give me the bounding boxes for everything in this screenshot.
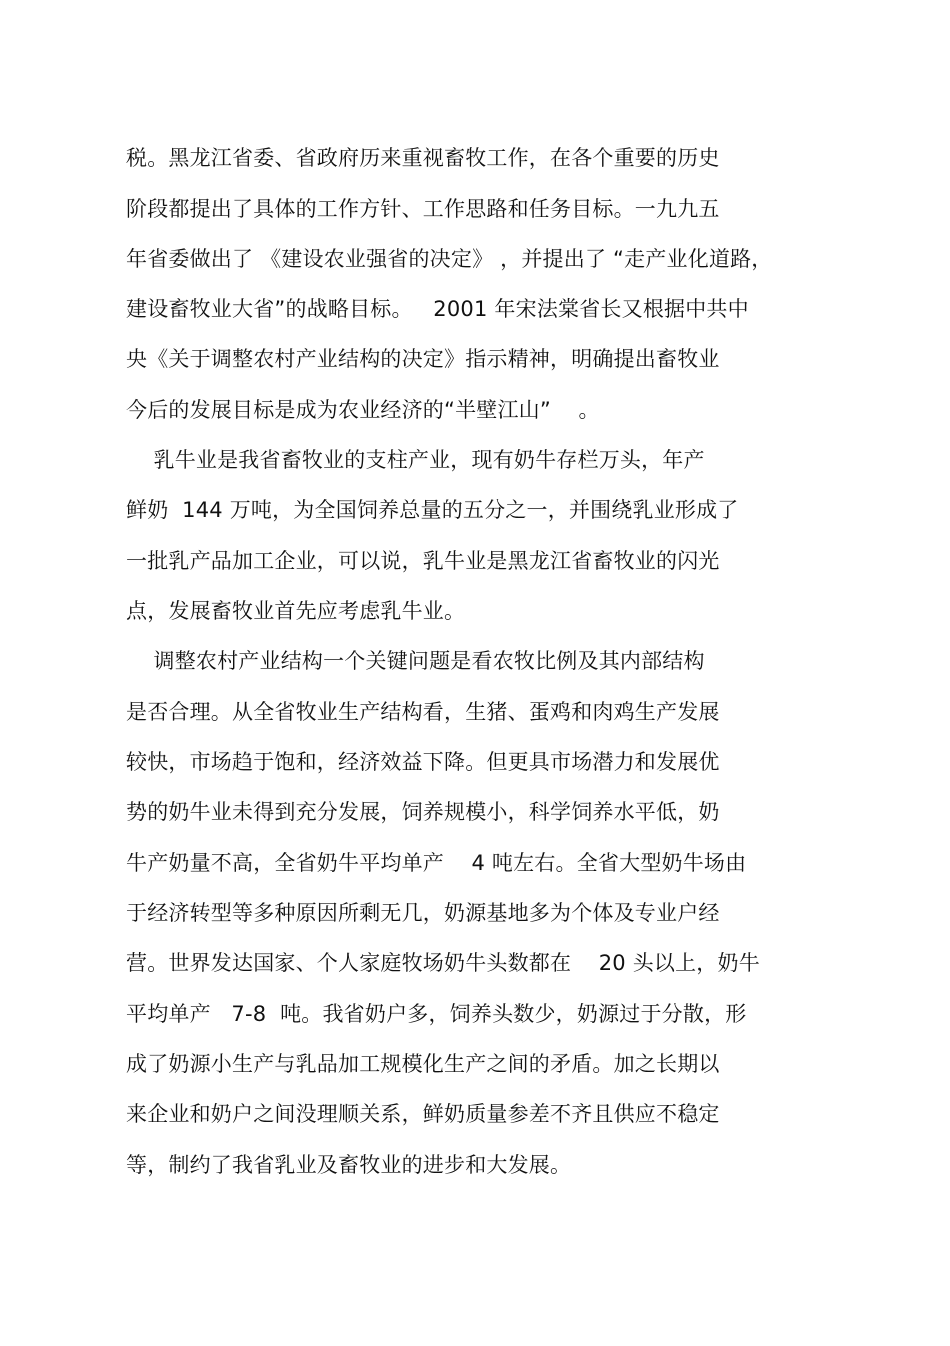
text-line: 平均单产 7-8 吨。我省奶户多，饲养头数少，奶源过于分散，形 bbox=[126, 1002, 747, 1026]
text-line: 阶段都提出了具体的工作方针、工作思路和任务目标。一九九五 bbox=[126, 197, 720, 221]
text-line: 税。黑龙江省委、省政府历来重视畜牧工作，在各个重要的历史 bbox=[126, 146, 720, 170]
text-line: 成了奶源小生产与乳品加工规模化生产之间的矛盾。加之长期以 bbox=[126, 1052, 720, 1076]
text-line: 今后的发展目标是成为农业经济的“半壁江山” 。 bbox=[126, 398, 600, 422]
text-line: 是否合理。从全省牧业生产结构看，生猪、蛋鸡和肉鸡生产发展 bbox=[126, 700, 720, 724]
text-line: 牛产奶量不高，全省奶牛平均单产 4 吨左右。全省大型奶牛场由 bbox=[126, 851, 747, 875]
text-line: 年省委做出了 《建设农业强省的决定》 ，并提出了 “走产业化道路， bbox=[126, 247, 773, 271]
text-line: 来企业和奶户之间没理顺关系，鲜奶质量参差不齐且供应不稳定 bbox=[126, 1102, 720, 1126]
text-line: 较快，市场趋于饱和，经济效益下降。但更具市场潜力和发展优 bbox=[126, 750, 720, 774]
text-line: 等，制约了我省乳业及畜牧业的进步和大发展。 bbox=[126, 1153, 572, 1177]
text-line: 鲜奶 144 万吨，为全国饲养总量的五分之一，并围绕乳业形成了 bbox=[126, 498, 739, 522]
text-line: 一批乳产品加工企业，可以说，乳牛业是黑龙江省畜牧业的闪光 bbox=[126, 549, 720, 573]
text-line: 营。世界发达国家、个人家庭牧场奶牛头数都在 20 头以上，奶牛 bbox=[126, 951, 760, 975]
text-line: 势的奶牛业未得到充分发展，饲养规模小，科学饲养水平低，奶 bbox=[126, 800, 720, 824]
text-line: 于经济转型等多种原因所剩无几，奶源基地多为个体及专业户经 bbox=[126, 901, 720, 925]
text-line: 乳牛业是我省畜牧业的支柱产业，现有奶牛存栏万头，年产 bbox=[126, 448, 705, 472]
text-line: 点，发展畜牧业首先应考虑乳牛业。 bbox=[126, 599, 466, 623]
text-line: 建设畜牧业大省”的战略目标。 2001 年宋法棠省长又根据中共中 bbox=[126, 297, 749, 321]
text-line: 央《关于调整农村产业结构的决定》指示精神，明确提出畜牧业 bbox=[126, 347, 720, 371]
text-line: 调整农村产业结构一个关键问题是看农牧比例及其内部结构 bbox=[126, 649, 705, 673]
